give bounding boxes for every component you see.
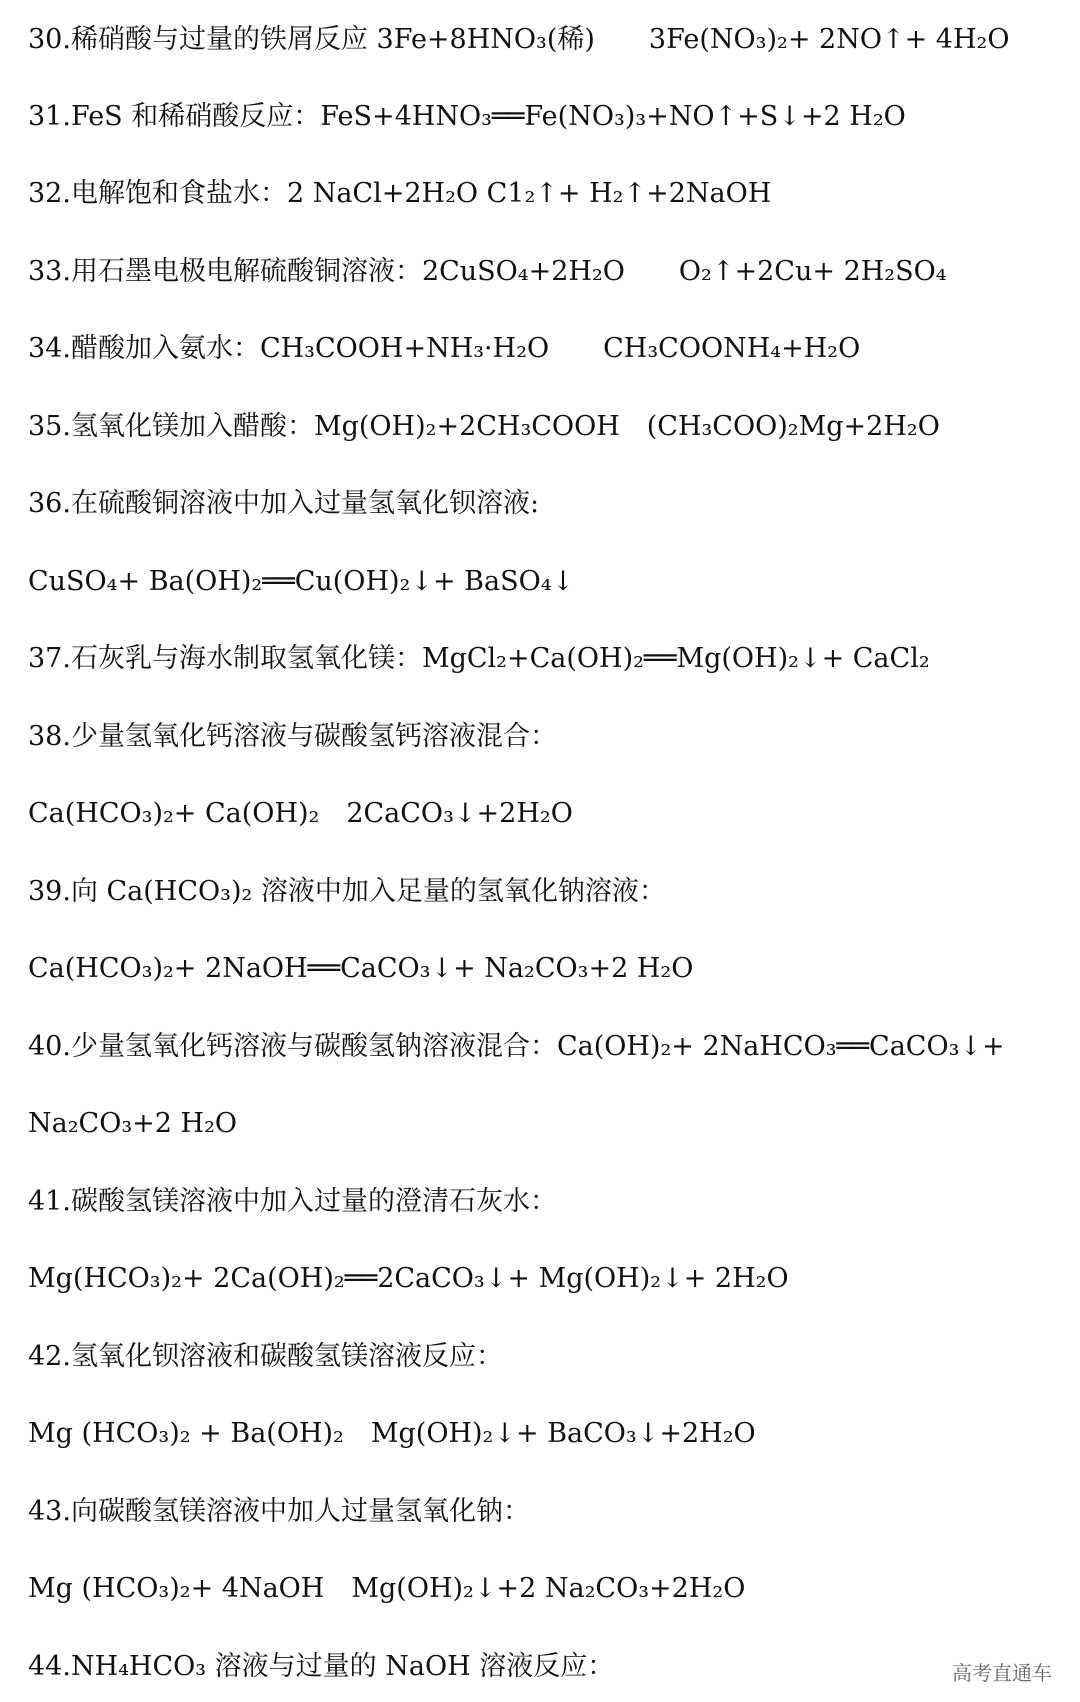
equation-line-36: CuSO₄+ Ba(OH)₂══Cu(OH)₂↓+ BaSO₄↓ xyxy=(28,566,575,597)
equation-line-40-continued: Na₂CO₃+2 H₂O xyxy=(28,1108,238,1139)
equation-heading-39: 39.向 Ca(HCO₃)₂ 溶液中加入足量的氢氧化钠溶液： xyxy=(28,876,666,907)
equation-heading-44: 44.NH₄HCO₃ 溶液与过量的 NaOH 溶液反应： xyxy=(28,1651,615,1682)
equation-line-42: Mg (HCO₃)₂ + Ba(OH)₂ Mg(OH)₂↓+ BaCO₃↓+2H₂O xyxy=(28,1418,756,1449)
equation-line-34: 34.醋酸加入氨水：CH₃COOH+NH₃·H₂O CH₃COONH₄+H₂O xyxy=(28,333,861,364)
equation-line-31: 31.FeS 和稀硝酸反应：FeS+4HNO₃══Fe(NO₃)₃+NO↑+S↓+2 H₂O xyxy=(28,101,906,132)
equation-line-32: 32.电解饱和食盐水：2 NaCl+2H₂O C1₂↑+ H₂↑+2NaOH xyxy=(28,178,772,209)
equation-heading-36: 36.在硫酸铜溶液中加入过量氢氧化钡溶液: xyxy=(28,488,540,519)
equation-line-30: 30.稀硝酸与过量的铁屑反应 3Fe+8HNO₃(稀) 3Fe(NO₃)₂+ 2NO↑+ 4H₂O xyxy=(28,24,1010,55)
equation-line-35: 35.氢氧化镁加入醋酸：Mg(OH)₂+2CH₃COOH (CH₃COO)₂Mg+2H₂O xyxy=(28,411,940,442)
equation-line-40: 40.少量氢氧化钙溶液与碳酸氢钠溶液混合：Ca(OH)₂+ 2NaHCO₃══CaCO₃↓+ xyxy=(28,1031,1005,1062)
watermark-text: 高考直通车 xyxy=(952,1661,1052,1685)
equation-line-37: 37.石灰乳与海水制取氢氧化镁：MgCl₂+Ca(OH)₂══Mg(OH)₂↓+ CaCl₂ xyxy=(28,643,930,674)
equation-heading-41: 41.碳酸氢镁溶液中加入过量的澄清石灰水： xyxy=(28,1186,557,1217)
equation-line-43: Mg (HCO₃)₂+ 4NaOH Mg(OH)₂↓+2 Na₂CO₃+2H₂O xyxy=(28,1573,746,1604)
equation-heading-38: 38.少量氢氧化钙溶液与碳酸氢钙溶液混合： xyxy=(28,721,557,752)
equation-heading-42: 42.氢氧化钡溶液和碳酸氢镁溶液反应： xyxy=(28,1341,503,1372)
equation-line-39: Ca(HCO₃)₂+ 2NaOH══CaCO₃↓+ Na₂CO₃+2 H₂O xyxy=(28,953,694,984)
equation-line-41: Mg(HCO₃)₂+ 2Ca(OH)₂══2CaCO₃↓+ Mg(OH)₂↓+ 2H₂O xyxy=(28,1263,789,1294)
equation-line-38: Ca(HCO₃)₂+ Ca(OH)₂ 2CaCO₃↓+2H₂O xyxy=(28,798,573,829)
equation-line-33: 33.用石墨电极电解硫酸铜溶液：2CuSO₄+2H₂O O₂↑+2Cu+ 2H₂SO₄ xyxy=(28,256,947,287)
equation-heading-43: 43.向碳酸氢镁溶液中加人过量氢氧化钠： xyxy=(28,1496,530,1527)
